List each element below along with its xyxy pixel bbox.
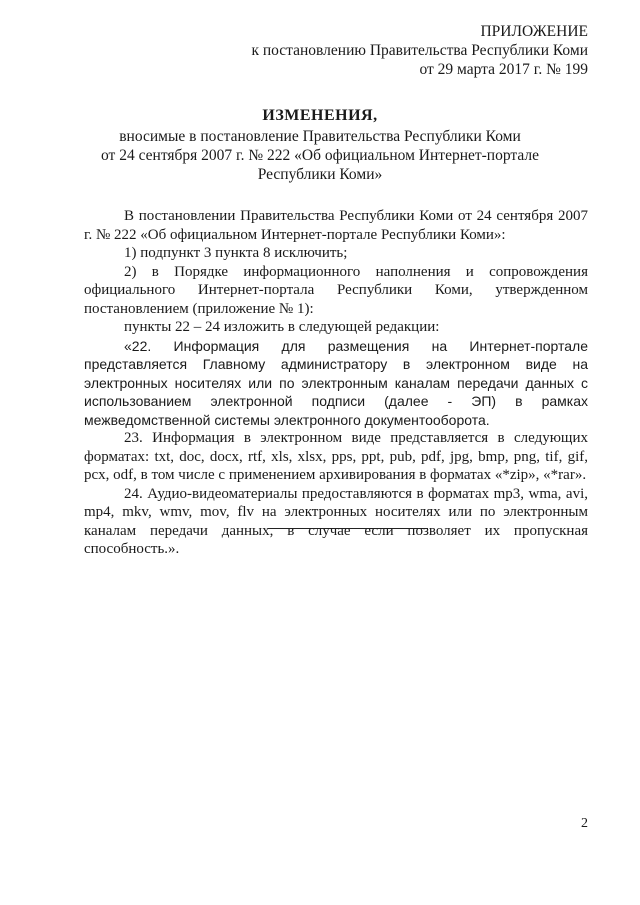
title-line-3: Республики Коми» [257,166,383,183]
appendix-resolution-ref: к постановлению Правительства Республики Коми [251,42,588,59]
page-number: 2 [581,816,588,831]
appendix-label: ПРИЛОЖЕНИЕ [480,23,588,40]
end-divider-line [268,528,428,529]
paragraph-item-2: 2) в Порядке информационного наполнения и сопровождения официального Интернет-портала Республики Коми, утвержденном постановлением (приложение № 1): [84,263,588,317]
title-heading: ИЗМЕНЕНИЯ, [262,107,378,124]
paragraph-24: 24. Аудио-видеоматериалы предоставляются в форматах mp3, wma, avi, mp4, mkv, wmv, mov, flv на электронных носителях или по электронным каналам передачи данных, в случае если позволяет их пропускная способность.». [84,485,588,557]
title-line-2: от 24 сентября 2007 г. № 222 «Об официальном Интернет-портале [101,147,539,164]
paragraph-item-1: 1) подпункт 3 пункта 8 исключить; [124,245,348,261]
document-title [60,106,580,184]
paragraph-23: 23. Информация в электронном виде представляется в следующих форматах: txt, doc, docx, rtf, xls, xlsx, pps, ppt, pub, pdf, jpg, bmp, png, tif, gif, pcx, odf, в том числе с применением архивирования в форматах «*zip», «*rar». [84,430,588,483]
document-body [84,207,588,559]
paragraph-22: «22. Информация для размещения на Интернет-портале представляется Главному администратору в электронном виде на электронных носителях или по электронным каналам передачи данных с использованием электронной подписи (далее - ЭП) в рамках межведомственной системы электронного документооборота. [84,337,588,428]
paragraph-intro: В постановлении Правительства Республики Коми от 24 сентября 2007 г. № 222 «Об официальном Интернет-портале Республики Коми»: [84,208,588,243]
appendix-header [251,22,588,79]
appendix-date: от 29 марта 2017 г. № 199 [419,61,588,78]
paragraph-points: пункты 22 – 24 изложить в следующей редакции: [124,319,440,335]
title-line-1: вносимые в постановление Правительства Республики Коми [119,128,521,145]
